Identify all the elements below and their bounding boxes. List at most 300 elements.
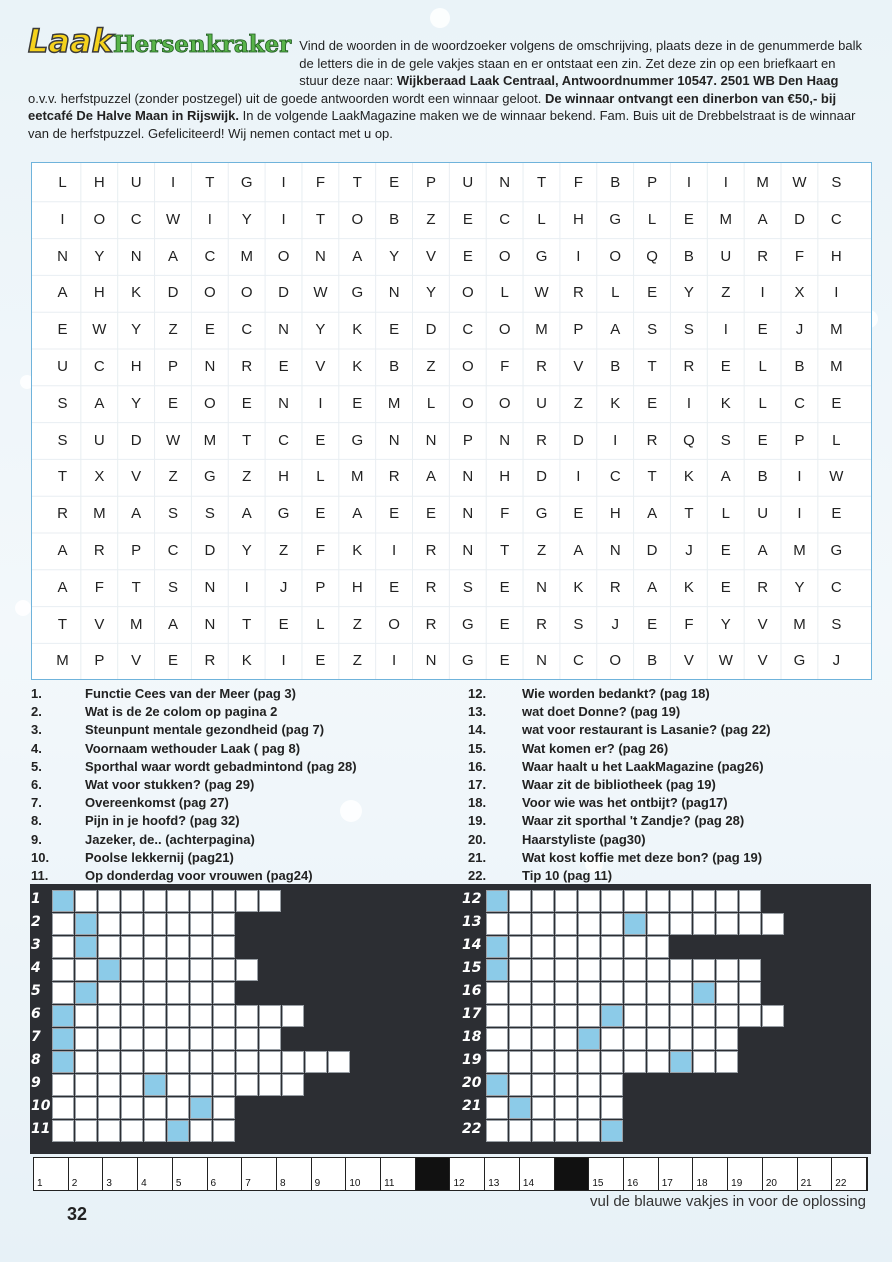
crossword-cell[interactable] [75, 1051, 97, 1073]
solution-box[interactable] [138, 1158, 173, 1190]
word-search-letter[interactable]: E [389, 505, 400, 523]
crossword-cell[interactable] [167, 913, 189, 935]
word-search-letter[interactable]: V [757, 652, 768, 670]
solution-box[interactable] [173, 1158, 208, 1190]
crossword-cell[interactable] [144, 1120, 166, 1142]
word-search-letter[interactable]: E [168, 394, 179, 412]
word-search-letter[interactable]: G [535, 247, 548, 265]
word-search-letter[interactable]: F [573, 174, 583, 191]
crossword-cell[interactable] [670, 1028, 692, 1050]
crossword-cell[interactable] [236, 890, 258, 912]
word-search-letter[interactable]: U [720, 247, 732, 265]
word-search-letter[interactable]: L [611, 284, 620, 302]
word-search-letter[interactable]: B [389, 210, 400, 228]
word-search-letter[interactable]: E [462, 210, 473, 228]
word-search-letter[interactable]: I [576, 468, 581, 486]
word-search-letter[interactable]: L [426, 394, 436, 412]
crossword-cell[interactable] [144, 1051, 166, 1073]
crossword-cell[interactable] [509, 1028, 531, 1050]
word-search-letter[interactable]: F [315, 174, 326, 191]
crossword-cell[interactable] [259, 1074, 281, 1096]
word-search-letter[interactable]: E [241, 394, 252, 412]
word-search-letter[interactable]: I [170, 174, 176, 191]
word-search-letter[interactable]: N [204, 615, 216, 633]
crossword-cell[interactable] [716, 1028, 738, 1050]
crossword-cell[interactable] [98, 1120, 120, 1142]
crossword-solution-cell[interactable] [486, 936, 508, 958]
word-search-letter[interactable]: N [278, 321, 290, 339]
word-search-letter[interactable]: S [57, 394, 68, 412]
word-search-letter[interactable]: N [388, 431, 400, 449]
word-search-letter[interactable]: T [57, 615, 68, 633]
word-search-letter[interactable]: M [203, 431, 217, 449]
solution-box[interactable] [832, 1158, 867, 1190]
word-search-letter[interactable]: G [793, 652, 806, 670]
crossword-cell[interactable] [555, 936, 577, 958]
crossword-cell[interactable] [555, 982, 577, 1004]
word-search-letter[interactable]: Y [315, 321, 326, 339]
crossword-cell[interactable] [716, 982, 738, 1004]
crossword-cell[interactable] [601, 1097, 623, 1119]
word-search-letter[interactable]: W [165, 431, 181, 449]
crossword-cell[interactable] [328, 1051, 350, 1073]
crossword-cell[interactable] [121, 982, 143, 1004]
crossword-solution-cell[interactable] [693, 982, 715, 1004]
word-search-letter[interactable]: N [462, 542, 474, 559]
word-search-letter[interactable]: U [93, 431, 105, 449]
crossword-cell[interactable] [716, 1005, 738, 1027]
word-search-letter[interactable]: I [723, 174, 728, 191]
word-search-letter[interactable]: Z [536, 542, 547, 559]
crossword-cell[interactable] [121, 959, 143, 981]
crossword-cell[interactable] [98, 913, 120, 935]
word-search-letter[interactable]: W [313, 284, 328, 302]
word-search-letter[interactable]: E [315, 505, 326, 523]
word-search-letter[interactable]: R [757, 578, 769, 596]
crossword-cell[interactable] [647, 1051, 669, 1073]
word-search-letter[interactable]: F [684, 615, 694, 633]
word-search-letter[interactable]: T [205, 174, 215, 191]
word-search-letter[interactable]: O [388, 615, 400, 633]
crossword-cell[interactable] [647, 982, 669, 1004]
crossword-cell[interactable] [624, 936, 646, 958]
word-search-letter[interactable]: D [278, 284, 290, 302]
word-search-letter[interactable]: O [498, 394, 511, 412]
solution-box[interactable] [693, 1158, 728, 1190]
crossword-cell[interactable] [762, 1005, 784, 1027]
word-search-letter[interactable]: E [499, 578, 510, 596]
word-search-letter[interactable]: S [462, 578, 473, 596]
word-search-letter[interactable]: K [720, 394, 731, 412]
crossword-cell[interactable] [190, 1051, 212, 1073]
crossword-cell[interactable] [716, 913, 738, 935]
crossword-cell[interactable] [213, 936, 235, 958]
word-search-letter[interactable]: R [536, 358, 547, 375]
word-search-letter[interactable]: I [207, 210, 212, 228]
crossword-cell[interactable] [693, 1005, 715, 1027]
solution-box[interactable] [589, 1158, 624, 1190]
crossword-cell[interactable] [624, 1005, 646, 1027]
word-search-letter[interactable]: U [130, 174, 142, 191]
word-search-letter[interactable]: F [94, 578, 104, 596]
crossword-cell[interactable] [555, 1028, 577, 1050]
word-search-letter[interactable]: M [387, 394, 401, 412]
word-search-letter[interactable]: N [204, 578, 216, 596]
word-search-letter[interactable]: P [462, 431, 473, 449]
word-search-letter[interactable]: M [793, 615, 806, 633]
word-search-letter[interactable]: E [647, 284, 658, 302]
word-search-letter[interactable]: A [352, 505, 363, 523]
crossword-cell[interactable] [670, 1005, 692, 1027]
word-search-letter[interactable]: G [462, 652, 474, 670]
word-search-letter[interactable]: B [683, 247, 694, 265]
solution-box[interactable] [103, 1158, 138, 1190]
word-search-letter[interactable]: E [499, 615, 510, 633]
word-search-letter[interactable]: M [129, 615, 143, 633]
word-search-letter[interactable]: G [830, 542, 843, 559]
word-search-letter[interactable]: A [57, 578, 68, 596]
crossword-cell[interactable] [75, 1120, 97, 1142]
word-search-letter[interactable]: P [573, 321, 584, 339]
solution-box[interactable] [346, 1158, 381, 1190]
word-search-letter[interactable]: J [832, 652, 841, 670]
crossword-cell[interactable] [167, 1005, 189, 1027]
word-search-letter[interactable]: L [832, 431, 841, 449]
word-search-letter[interactable]: O [609, 652, 622, 670]
crossword-cell[interactable] [190, 1120, 212, 1142]
word-search-letter[interactable]: N [388, 284, 400, 302]
word-search-letter[interactable]: O [462, 358, 474, 375]
word-search-letter[interactable]: J [795, 321, 804, 339]
crossword-cell[interactable] [75, 1097, 97, 1119]
word-search-letter[interactable]: V [94, 615, 105, 633]
crossword-cell[interactable] [144, 890, 166, 912]
crossword-cell[interactable] [624, 1028, 646, 1050]
word-search-letter[interactable]: I [760, 284, 765, 302]
crossword-solution-cell[interactable] [486, 890, 508, 912]
crossword-cell[interactable] [555, 1097, 577, 1119]
crossword-cell[interactable] [509, 1074, 531, 1096]
crossword-solution-cell[interactable] [167, 1120, 189, 1142]
crossword-cell[interactable] [693, 959, 715, 981]
word-search-letter[interactable]: B [647, 652, 658, 670]
crossword-solution-cell[interactable] [601, 1005, 623, 1027]
word-search-letter[interactable]: Z [242, 468, 252, 486]
word-search-letter[interactable]: D [536, 468, 547, 486]
solution-box[interactable] [451, 1158, 486, 1190]
word-search-letter[interactable]: U [57, 358, 68, 375]
crossword-cell[interactable] [762, 913, 784, 935]
word-search-letter[interactable]: C [241, 321, 253, 339]
word-search-letter[interactable]: H [130, 358, 142, 375]
crossword-cell[interactable] [647, 936, 669, 958]
crossword-cell[interactable] [98, 1097, 120, 1119]
word-search-letter[interactable]: S [204, 505, 215, 523]
word-search-letter[interactable]: U [757, 505, 769, 523]
crossword-solution-cell[interactable] [52, 1005, 74, 1027]
word-search-letter[interactable]: G [351, 431, 364, 449]
word-search-letter[interactable]: C [830, 578, 842, 596]
crossword-cell[interactable] [601, 1028, 623, 1050]
crossword-cell[interactable] [75, 1028, 97, 1050]
word-search-letter[interactable]: B [794, 358, 805, 375]
word-search-letter[interactable]: D [167, 284, 179, 302]
word-search-letter[interactable]: R [425, 542, 437, 559]
crossword-cell[interactable] [190, 913, 212, 935]
word-search-letter[interactable]: E [499, 652, 510, 670]
crossword-cell[interactable] [601, 936, 623, 958]
word-search-letter[interactable]: H [278, 468, 290, 486]
word-search-letter[interactable]: T [352, 174, 362, 191]
crossword-cell[interactable] [98, 982, 120, 1004]
word-search-letter[interactable]: Y [425, 284, 436, 302]
word-search-letter[interactable]: C [204, 247, 216, 265]
word-search-letter[interactable]: S [647, 321, 658, 339]
crossword-cell[interactable] [532, 1120, 554, 1142]
crossword-cell[interactable] [509, 982, 531, 1004]
crossword-cell[interactable] [601, 1051, 623, 1073]
crossword-cell[interactable] [121, 1028, 143, 1050]
word-search-letter[interactable]: E [389, 578, 400, 596]
word-search-letter[interactable]: K [573, 578, 584, 596]
crossword-cell[interactable] [167, 936, 189, 958]
crossword-cell[interactable] [578, 936, 600, 958]
word-search-letter[interactable]: I [392, 542, 397, 559]
crossword-cell[interactable] [509, 936, 531, 958]
word-search-letter[interactable]: D [425, 321, 437, 339]
word-search-letter[interactable]: V [683, 652, 694, 670]
word-search-letter[interactable]: K [352, 321, 363, 339]
word-search-letter[interactable]: F [315, 542, 326, 559]
crossword-cell[interactable] [213, 959, 235, 981]
word-search-letter[interactable]: I [686, 394, 692, 412]
crossword-cell[interactable] [578, 1120, 600, 1142]
word-search-letter[interactable]: I [392, 652, 397, 670]
word-search-letter[interactable]: D [572, 431, 584, 449]
word-search-letter[interactable]: E [757, 431, 768, 449]
solution-box[interactable] [659, 1158, 694, 1190]
crossword-cell[interactable] [532, 1005, 554, 1027]
word-search-letter[interactable]: N [462, 505, 474, 523]
word-search-letter[interactable]: O [93, 210, 106, 228]
crossword-cell[interactable] [213, 1005, 235, 1027]
crossword-cell[interactable] [578, 959, 600, 981]
word-search-letter[interactable]: Q [683, 431, 695, 449]
word-search-letter[interactable]: K [241, 652, 252, 670]
word-search-letter[interactable]: T [131, 578, 141, 596]
word-search-letter[interactable]: G [535, 505, 548, 523]
word-search-letter[interactable]: H [93, 284, 105, 302]
crossword-cell[interactable] [236, 959, 258, 981]
crossword-cell[interactable] [486, 1005, 508, 1027]
word-search-letter[interactable]: V [131, 468, 142, 486]
solution-box[interactable] [624, 1158, 659, 1190]
word-search-letter[interactable]: T [500, 542, 510, 559]
word-search-letter[interactable]: G [277, 505, 290, 523]
crossword-cell[interactable] [555, 890, 577, 912]
word-search-letter[interactable]: R [93, 542, 105, 559]
crossword-cell[interactable] [121, 1097, 143, 1119]
word-search-letter[interactable]: M [830, 358, 843, 375]
crossword-cell[interactable] [555, 1051, 577, 1073]
crossword-solution-cell[interactable] [624, 913, 646, 935]
word-search-letter[interactable]: X [794, 284, 805, 302]
crossword-cell[interactable] [52, 1120, 74, 1142]
word-search-letter[interactable]: P [94, 652, 105, 670]
word-search-letter[interactable]: O [204, 284, 216, 302]
word-search-letter[interactable]: Y [720, 615, 731, 633]
crossword-cell[interactable] [259, 1051, 281, 1073]
solution-box[interactable] [485, 1158, 520, 1190]
word-search-letter[interactable]: V [131, 652, 142, 670]
word-search-letter[interactable]: I [613, 431, 618, 449]
word-search-letter[interactable]: E [168, 652, 179, 670]
crossword-solution-cell[interactable] [75, 982, 97, 1004]
crossword-cell[interactable] [213, 890, 235, 912]
crossword-cell[interactable] [578, 1005, 600, 1027]
word-search-letter[interactable]: F [500, 358, 510, 375]
word-search-letter[interactable]: V [757, 615, 768, 633]
word-search-letter[interactable]: C [93, 358, 105, 375]
word-search-letter[interactable]: Y [389, 247, 400, 265]
solution-box[interactable] [728, 1158, 763, 1190]
word-search-letter[interactable]: E [278, 615, 289, 633]
crossword-cell[interactable] [98, 1028, 120, 1050]
crossword-cell[interactable] [532, 1074, 554, 1096]
crossword-cell[interactable] [75, 1005, 97, 1027]
word-search-letter[interactable]: T [242, 431, 252, 449]
word-search-letter[interactable]: B [757, 468, 768, 486]
crossword-cell[interactable] [555, 959, 577, 981]
crossword-cell[interactable] [167, 1074, 189, 1096]
word-search-letter[interactable]: K [683, 468, 694, 486]
crossword-cell[interactable] [486, 1051, 508, 1073]
word-search-letter[interactable]: I [281, 652, 286, 670]
crossword-cell[interactable] [98, 890, 120, 912]
word-search-letter[interactable]: O [204, 394, 216, 412]
word-search-letter[interactable]: N [278, 394, 290, 412]
crossword-cell[interactable] [121, 1005, 143, 1027]
word-search-letter[interactable]: S [683, 321, 694, 339]
solution-box[interactable] [242, 1158, 277, 1190]
word-search-letter[interactable]: R [536, 431, 547, 449]
crossword-solution-cell[interactable] [75, 936, 97, 958]
word-search-letter[interactable]: Z [352, 652, 362, 670]
word-search-letter[interactable]: A [94, 394, 105, 412]
word-search-letter[interactable]: E [425, 505, 436, 523]
word-search-letter[interactable]: I [60, 210, 65, 228]
crossword-cell[interactable] [716, 959, 738, 981]
word-search-letter[interactable]: W [718, 652, 733, 670]
word-search-letter[interactable]: E [352, 394, 363, 412]
word-search-letter[interactable]: P [794, 431, 805, 449]
word-search-letter[interactable]: L [721, 505, 730, 523]
crossword-cell[interactable] [213, 913, 235, 935]
word-search-letter[interactable]: A [720, 468, 731, 486]
word-search-letter[interactable]: O [277, 247, 290, 265]
crossword-solution-cell[interactable] [670, 1051, 692, 1073]
crossword-cell[interactable] [578, 1051, 600, 1073]
word-search-letter[interactable]: Y [131, 321, 142, 339]
crossword-cell[interactable] [739, 959, 761, 981]
word-search-letter[interactable]: I [797, 505, 802, 523]
crossword-cell[interactable] [190, 982, 212, 1004]
word-search-letter[interactable]: L [758, 394, 767, 412]
word-search-letter[interactable]: C [167, 542, 179, 559]
crossword-cell[interactable] [693, 1028, 715, 1050]
word-search-letter[interactable]: E [757, 321, 768, 339]
crossword-cell[interactable] [532, 982, 554, 1004]
word-search-letter[interactable]: N [536, 578, 547, 596]
word-search-letter[interactable]: P [168, 358, 179, 375]
crossword-cell[interactable] [486, 1028, 508, 1050]
crossword-solution-cell[interactable] [486, 959, 508, 981]
crossword-cell[interactable] [532, 959, 554, 981]
word-search-letter[interactable]: E [831, 394, 842, 412]
word-search-letter[interactable]: M [793, 542, 806, 559]
word-search-letter[interactable]: D [646, 542, 658, 559]
word-search-letter[interactable]: A [241, 505, 252, 523]
word-search-letter[interactable]: K [352, 358, 363, 375]
crossword-cell[interactable] [509, 913, 531, 935]
crossword-cell[interactable] [670, 890, 692, 912]
crossword-cell[interactable] [52, 913, 74, 935]
crossword-cell[interactable] [670, 982, 692, 1004]
word-search-letter[interactable]: N [609, 542, 621, 559]
crossword-cell[interactable] [190, 1028, 212, 1050]
word-search-letter[interactable]: O [240, 284, 253, 302]
crossword-cell[interactable] [624, 959, 646, 981]
solution-box[interactable] [34, 1158, 69, 1190]
word-search-letter[interactable]: Y [794, 578, 805, 596]
word-search-letter[interactable]: R [204, 652, 216, 670]
word-search-letter[interactable]: V [425, 247, 436, 265]
word-search-letter[interactable]: F [794, 247, 805, 265]
word-search-letter[interactable]: Z [426, 210, 436, 228]
word-search-letter[interactable]: C [830, 210, 842, 228]
word-search-letter[interactable]: M [830, 321, 843, 339]
crossword-cell[interactable] [52, 936, 74, 958]
word-search-letter[interactable]: A [57, 542, 68, 559]
word-search-letter[interactable]: I [576, 247, 581, 265]
word-search-letter[interactable]: Q [646, 247, 658, 265]
word-search-letter[interactable]: R [646, 431, 658, 449]
word-search-letter[interactable]: L [758, 358, 767, 375]
crossword-cell[interactable] [121, 1051, 143, 1073]
crossword-cell[interactable] [98, 1051, 120, 1073]
word-search-letter[interactable]: A [757, 542, 768, 559]
crossword-cell[interactable] [739, 1005, 761, 1027]
word-search-letter[interactable]: I [797, 468, 802, 486]
crossword-cell[interactable] [144, 913, 166, 935]
word-search-letter[interactable]: A [647, 578, 658, 596]
word-search-letter[interactable]: N [462, 468, 474, 486]
word-search-letter[interactable]: L [316, 468, 325, 486]
word-search-letter[interactable]: S [168, 505, 179, 523]
solution-box[interactable] [208, 1158, 243, 1190]
word-search-letter[interactable]: Z [168, 468, 178, 486]
crossword-cell[interactable] [624, 982, 646, 1004]
word-search-letter[interactable]: Y [94, 247, 105, 265]
word-search-letter[interactable]: I [281, 174, 286, 191]
word-search-letter[interactable]: Z [573, 394, 583, 412]
crossword-solution-cell[interactable] [509, 1097, 531, 1119]
word-search-letter[interactable]: E [683, 210, 694, 228]
word-search-letter[interactable]: H [93, 174, 105, 191]
solution-box[interactable] [69, 1158, 104, 1190]
crossword-cell[interactable] [670, 959, 692, 981]
word-search-letter[interactable]: C [130, 210, 142, 228]
